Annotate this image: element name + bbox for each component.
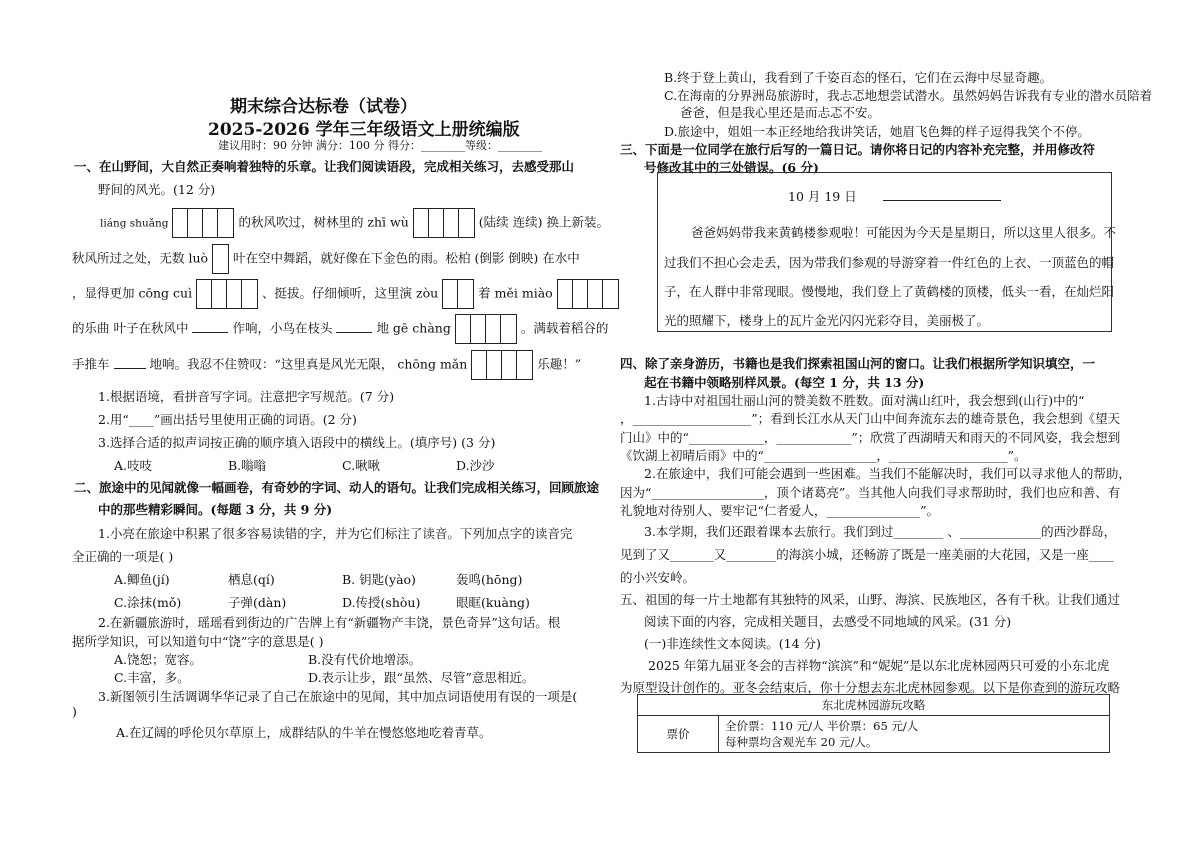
weather-blank[interactable] <box>883 188 1001 201</box>
passage-text: 手推车 <box>72 356 110 372</box>
diary-date <box>788 187 1001 205</box>
section4-line: 2.在旅途中，我们可能会遇到一些困难。当我们不能解决时，我们可以寻求他人的帮助， <box>644 466 1131 481</box>
section5-paragraph: 为原型设计创作的。亚冬会结束后，你十分想去东北虎林园参观。以下是你查到的游玩攻略 <box>620 680 1121 695</box>
section2-heading: 二、旅途中的见闻就像一幅画卷，有奇妙的字词、动人的语句。让我们完成相关练习，回顾旅途 <box>74 480 600 495</box>
passage-line-4 <box>72 314 608 344</box>
option-b: B.嗡嗡 <box>228 458 267 473</box>
q2-2-option-c: C.丰富，多。 <box>114 670 190 685</box>
writing-grid[interactable] <box>455 314 517 344</box>
q2-2-option-b: B.没有代价地增添。 <box>308 652 422 667</box>
guide-table <box>637 694 1110 753</box>
section5-subheading: (一)非连续性文本阅读。(14 分) <box>644 636 821 651</box>
q2-1-option-c1: C.涂抹(mǒ) <box>114 595 182 610</box>
q2-3-option-d: D.旅途中，姐姐一本正经地给我讲笑话，她眉飞色舞的样子逗得我笑个不停。 <box>664 124 1091 139</box>
writing-grid[interactable] <box>557 279 619 309</box>
q2-1-option-d2: 眼眶(kuàng) <box>456 595 530 610</box>
passage-line-2 <box>72 244 580 274</box>
writing-grid[interactable] <box>413 208 475 238</box>
passage-text: 叶在空中舞蹈，就好像在下金色的雨。松柏 (倒影 倒映) 在水中 <box>233 250 580 266</box>
passage-text: 着 měi miào <box>478 285 553 301</box>
section5-paragraph: 2025 年第九届亚冬会的吉祥物“滨滨”和“妮妮”是以东北虎林园两只可爱的小东北虎 <box>648 658 1110 673</box>
q2-3-option-c-cont: 爸爸，但是我心里还是而忐忑不安。 <box>680 105 881 120</box>
guide-table-title: 东北虎林园游玩攻略 <box>638 695 1110 716</box>
writing-grid[interactable] <box>442 279 474 309</box>
section5-heading-cont: 阅读下面的内容，完成相关题目，去感受不同地域的风采。(31 分) <box>644 614 1012 629</box>
writing-grid[interactable] <box>172 208 234 238</box>
q2-2-option-d: D.表示让步，跟“虽然、尽管”意思相近。 <box>308 670 535 685</box>
writing-grid[interactable] <box>471 350 533 380</box>
option-a: A.吱吱 <box>114 458 153 473</box>
passage-text: 。满载着稻谷的 <box>520 320 609 336</box>
passage-text: 的乐曲 叶子在秋风中 <box>72 320 189 336</box>
section4-line: 因为“__________________，顶个诸葛亮”。当其他人向我们寻求帮助时，我们也应和善、有 <box>620 485 1121 500</box>
passage-text: 地响。我忍不住赞叹：“这里真是风光无限， chōng mǎn <box>149 356 468 372</box>
passage-text: 作响，小鸟在枝头 <box>232 320 333 336</box>
q2-2-option-a: A.饶恕；宽容。 <box>114 652 203 667</box>
section4-line: 见到了又_______又________的海滨小城，还畅游了既是一座美丽的大花园，又是一座____ <box>620 547 1114 562</box>
q2-3-option-b: B.终于登上黄山，我看到了千姿百态的怪石，它们在云海中尽显奇趣。 <box>664 70 1053 85</box>
passage-line-1 <box>100 208 609 238</box>
section4-line: 《饮湖上初晴后雨》中的“__________________，___________________”。 <box>620 448 1027 463</box>
passage-text: 乐趣！” <box>537 356 582 372</box>
q2-1-option-a1: A.鲫鱼(jí) <box>114 572 170 587</box>
q2-3-option-c: C.在海南的分界洲岛旅游时，我忐忑地想尝试潜水。虽然妈妈告诉我有专业的潜水员陪着 <box>664 88 1153 103</box>
q2-1-option-b2: 轰鸣(hōng) <box>456 572 523 587</box>
passage-text: (陆续 连续) 换上新装。 <box>478 214 609 230</box>
ticket-price-line: 全价票：110 元/人 半价票：65 元/人 <box>725 719 919 733</box>
exam-title: 期末综合达标卷（试卷） <box>230 97 417 117</box>
ticket-price-cell <box>719 716 1110 753</box>
section5-heading: 五、祖国的每一片土地都有其独特的风采，山野、海滨、民族地区，各有千秋。让我们通过 <box>620 592 1121 607</box>
passage-text: 秋风所过之处，无数 luò <box>72 250 209 266</box>
question-2-2: 2.在新疆旅游时，瑶瑶看到街边的广告牌上有“新疆物产丰饶，景色奇异”这句话。根 <box>98 615 561 630</box>
section4-line: 门山》中的“____________，____________”；欣赏了西湖晴天和雨天的不同风姿，我会想到 <box>620 430 1121 445</box>
blank-line[interactable] <box>192 320 228 333</box>
question-2-3: 3.新图领引生活调调华华记录了自己在旅途中的见闻，其中加点词语使用有误的一项是( <box>98 689 578 704</box>
section3-heading: 三、下面是一位同学在旅行后写的一篇日记。请你将日记的内容补充完整，并用修改符 <box>620 142 1096 157</box>
blank-line[interactable] <box>336 320 372 333</box>
section4-heading: 四、除了亲身游历，书籍也是我们探索祖国山河的窗口。让我们根据所学知识填空，一 <box>620 356 1096 371</box>
option-c: C.啾啾 <box>342 458 381 473</box>
diary-line: 过我们不担心会走丢，因为带我们参观的导游穿着一件红色的上衣、一顶蓝色的帽 <box>664 255 1115 270</box>
question-2-2-cont: 据所学知识，可以知道句中“饶”字的意思是( ) <box>72 634 324 649</box>
passage-text: 地 gē chàng <box>376 320 451 336</box>
section4-line: 的小兴安岭。 <box>620 570 696 585</box>
passage-text: 、挺拔。仔细倾听，这里演 zòu <box>262 285 439 301</box>
question-1-1: 1.根据语境，看拼音写字词。注意把字写规范。(7 分) <box>98 389 395 404</box>
question-2-1: 1.小亮在旅途中积累了很多容易读错的字，并为它们标注了读音。下列加点字的读音完 <box>98 526 573 541</box>
question-2-1-cont: 全正确的一项是( ) <box>72 549 174 564</box>
writing-grid[interactable] <box>196 279 258 309</box>
diary-box <box>657 172 1117 332</box>
q2-1-option-a2: 栖息(qí) <box>228 572 275 587</box>
q2-1-option-b1: B. 钥匙(yào) <box>342 572 416 587</box>
section4-line: 3.本学期，我们还跟着课本去旅行。我们到过________ 、_____________的西沙群岛， <box>644 524 1117 539</box>
q2-1-option-d1: D.传授(shòu) <box>342 595 421 610</box>
passage-text: ，显得更加 cōng cuì <box>72 285 193 301</box>
writing-grid[interactable] <box>212 244 229 274</box>
passage-text: 的秋风吹过，树林里的 zhī wù <box>238 214 409 230</box>
question-1-2: 2.用“____”画出括号里使用正确的词语。(2 分) <box>98 412 357 427</box>
option-d: D.沙沙 <box>456 458 495 473</box>
section1-heading-cont: 野间的风光。(12 分) <box>98 182 216 197</box>
pinyin: liáng shuǎng <box>100 217 169 230</box>
section1-heading: 一、在山野间，大自然正奏响着独特的乐章。让我们阅读语段，完成相关练习，去感受那山 <box>74 159 575 174</box>
diary-line: 子，在人群中非常现眼。慢慢地，我们登上了黄鹤楼的顶楼，低头一看，在灿烂阳 <box>664 284 1115 299</box>
blank-line[interactable] <box>114 356 146 369</box>
ticket-price-line: 每种票均含观光车 20 元/人。 <box>725 735 878 749</box>
diary-line: 光的照耀下，楼身上的瓦片金光闪闪光彩夺目，美丽极了。 <box>664 313 990 328</box>
question-1-3: 3.选择合适的拟声词按正确的顺序填入语段中的横线上。(填序号) (3 分) <box>98 435 496 450</box>
section4-line: 礼貌地对待别人、要牢记“仁者爱人，_______________”。 <box>620 503 940 518</box>
section4-line: 1.古诗中对祖国壮丽山河的赞美数不胜数。面对满山红叶，我会想到(山行)中的“ <box>644 393 1085 408</box>
passage-line-3 <box>72 279 619 309</box>
exam-meta: 建议用时：90 分钟 满分：100 分 得分：________等级：________ <box>218 139 542 152</box>
ticket-price-label: 票价 <box>638 716 719 753</box>
section4-line: ，___________________”；看到长江水从天门山中间奔流东去的雄奇景色，我会想到《望天 <box>620 411 1121 426</box>
question-2-3-cont: ) <box>72 704 77 719</box>
section4-heading-cont: 起在书籍中领略别样风景。(每空 1 分，共 13 分) <box>644 375 925 390</box>
section3-heading-cont: 号修改其中的三处错误。(6 分) <box>644 160 819 175</box>
diary-date-text: 10 月 19 日 <box>788 189 857 204</box>
diary-line: 爸爸妈妈带我来黄鹤楼参观啦！可能因为今天是星期日，所以这里人很多。不 <box>691 225 1117 240</box>
passage-line-5 <box>72 350 581 380</box>
exam-subtitle: 2025-2026 学年三年级语文上册统编版 <box>208 120 520 140</box>
q2-3-option-a: A.在辽阔的呼伦贝尔草原上，成群结队的牛羊在慢悠悠地吃着青草。 <box>116 725 492 740</box>
section2-heading-cont: 中的那些精彩瞬间。(每题 3 分，共 9 分) <box>98 502 333 517</box>
q2-1-option-c2: 子弹(dàn) <box>228 595 287 610</box>
